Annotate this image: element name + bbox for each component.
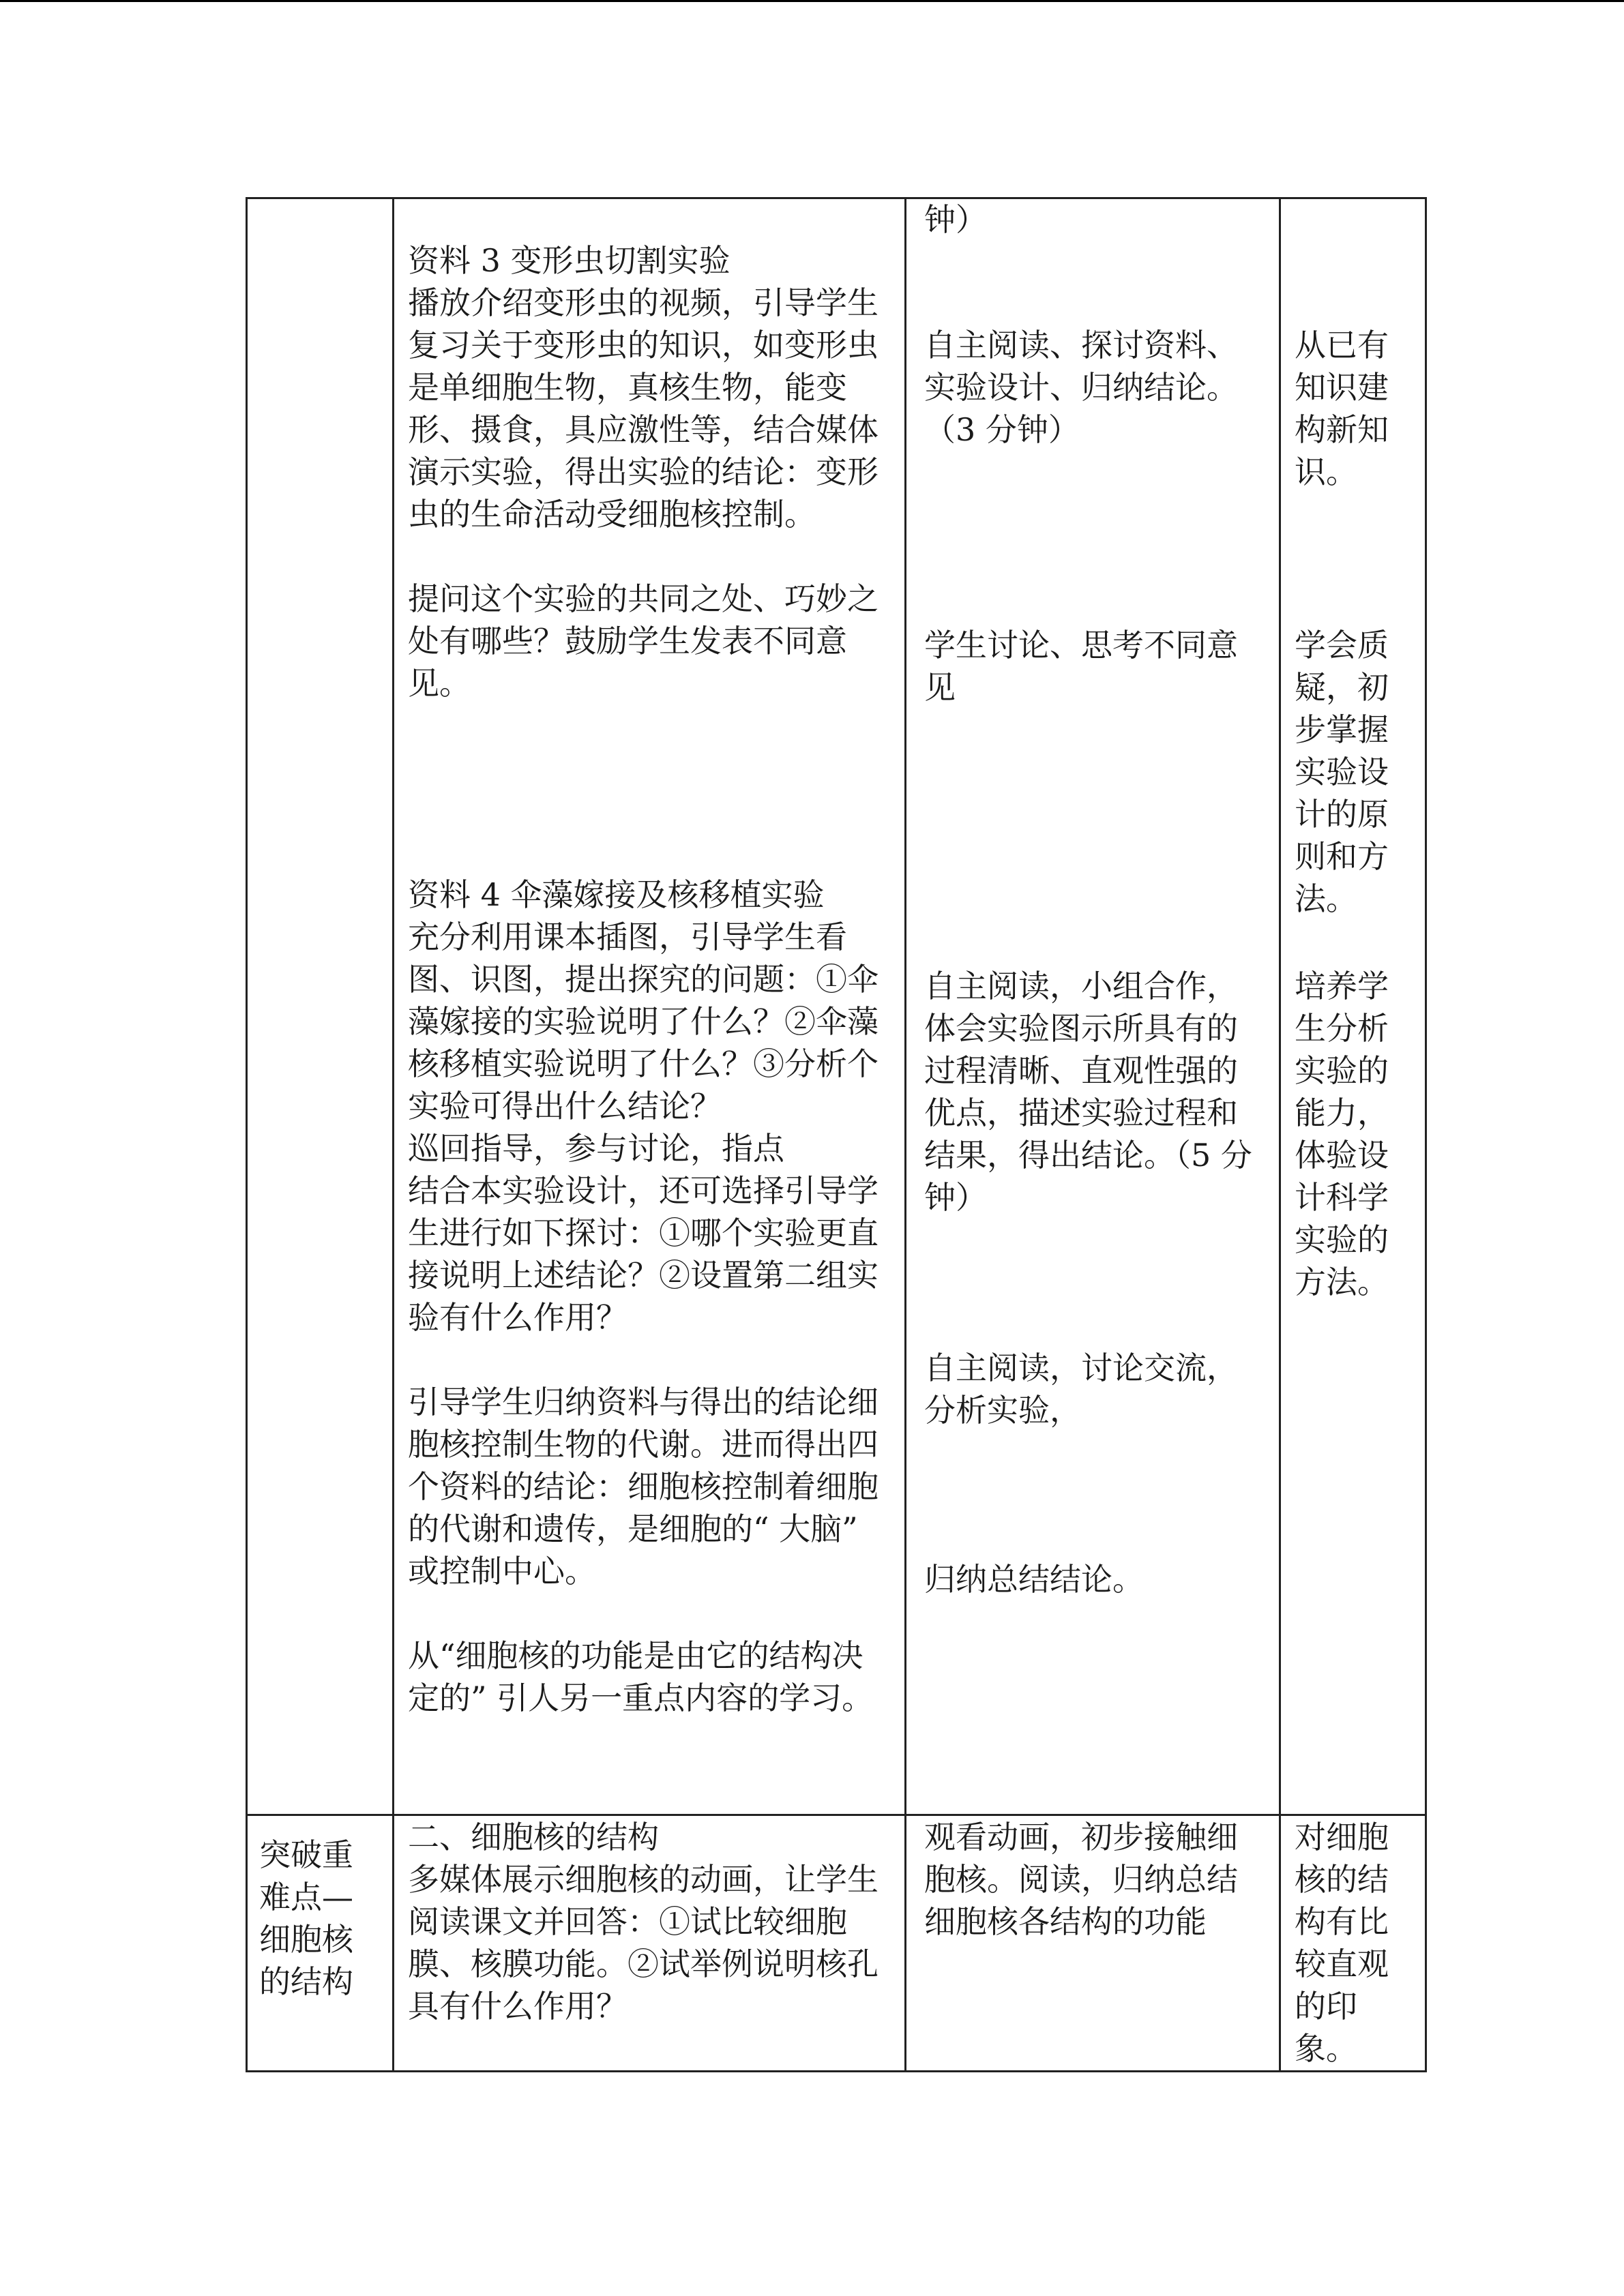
student-text-animation: 观看动画，初步接触细胞核。阅读，归纳总结细胞核各结构的功能 xyxy=(924,1819,1238,1940)
row2-intent-cell xyxy=(1295,1816,1416,2070)
student-text-group-work: 自主阅读，小组合作，体会实验图示所具有的过程清晰、直观性强的优点，描述实验过程和结果，得出结论。（5 分钟） xyxy=(924,968,1252,1216)
column-divider-3 xyxy=(1279,197,1281,2072)
teacher-text-design: 结合本实验设计，还可选择引导学生进行如下探讨：①哪个实验更直接说明上述结论？②设置第二组实验有什么作用？ xyxy=(408,1172,879,1336)
intent-text-construct: 从已有知识建构新知识。 xyxy=(1295,327,1389,490)
teacher-text-guide: 巡回指导，参与讨论，指点 xyxy=(408,1130,784,1167)
row2-stage-text: 突破重难点—细胞核的结构 xyxy=(259,1836,353,2000)
teacher-text-question: 提问这个实验的共同之处、巧妙之处有哪些？鼓励学生发表不同意见。 xyxy=(408,580,879,702)
table-border-left xyxy=(246,197,248,2072)
intent-text-question: 学会质疑，初步掌握实验设计的原则和方法。 xyxy=(1295,627,1389,917)
teacher-text-summary: 引导学生归纳资料与得出的结论细胞核控制生物的代谢。进而得出四个资料的结论：细胞核控制着细胞的代谢和遗传，是细胞的“ 大脑” 或控制中心。 xyxy=(408,1384,879,1590)
intent-text-ability: 培养学生分析实验的能力，体验设计科学实验的方法。 xyxy=(1295,968,1389,1300)
teacher-text-multimedia: 多媒体展示细胞核的动画，让学生阅读课文并回答：①试比较细胞膜、核膜功能。②试举例说明核孔具有什么作用？ xyxy=(408,1861,879,2025)
teacher-text-figures: 充分利用课本插图，引导学生看图、识图，提出探究的问题：①伞藻嫁接的实验说明了什么？②伞藻核移植实验说明了什么？③分析个实验可得出什么结论？ xyxy=(408,919,879,1124)
column-divider-2 xyxy=(904,197,906,2072)
student-text-analysis: 自主阅读，讨论交流，分析实验， xyxy=(924,1350,1238,1429)
row1-teacher-cell xyxy=(408,239,889,1719)
row2-stage-cell xyxy=(259,1834,382,2003)
teacher-text-transition: 从“细胞核的功能是由它的结构决定的” 引人另一重点内容的学习。 xyxy=(408,1637,874,1716)
row2-student-cell xyxy=(924,1816,1265,1943)
lesson-plan-table xyxy=(246,197,1427,2072)
teacher-heading-material4: 资料 4 伞藻嫁接及核移植实验 xyxy=(408,876,825,913)
teacher-heading-material3: 资料 3 变形虫切割实验 xyxy=(408,242,730,279)
table-border-bottom xyxy=(246,2070,1427,2072)
page-top-border xyxy=(0,0,1624,2)
teacher-heading-structure: 二、细胞核的结构 xyxy=(408,1819,659,1855)
student-text-continued: 钟） xyxy=(924,201,987,238)
student-text-reading: 自主阅读、探讨资料、实验设计、归纳结论。（3 分钟） xyxy=(924,327,1238,448)
student-text-conclusion: 归纳总结结论。 xyxy=(924,1561,1144,1598)
student-text-discussion: 学生讨论、思考不同意见 xyxy=(924,627,1238,706)
intent-text-impression: 对细胞核的结构有比较直观的印象。 xyxy=(1295,1819,1389,2067)
column-divider-1 xyxy=(392,197,394,2072)
teacher-text-amoeba: 播放介绍变形虫的视频，引导学生复习关于变形虫的知识，如变形虫是单细胞生物，真核生物，能变形、摄食，具应激性等，结合媒体演示实验，得出实验的结论：变形虫的生命活动受细胞核控制。 xyxy=(408,284,879,533)
table-border-right xyxy=(1425,197,1427,2072)
row2-teacher-cell xyxy=(408,1816,889,2027)
